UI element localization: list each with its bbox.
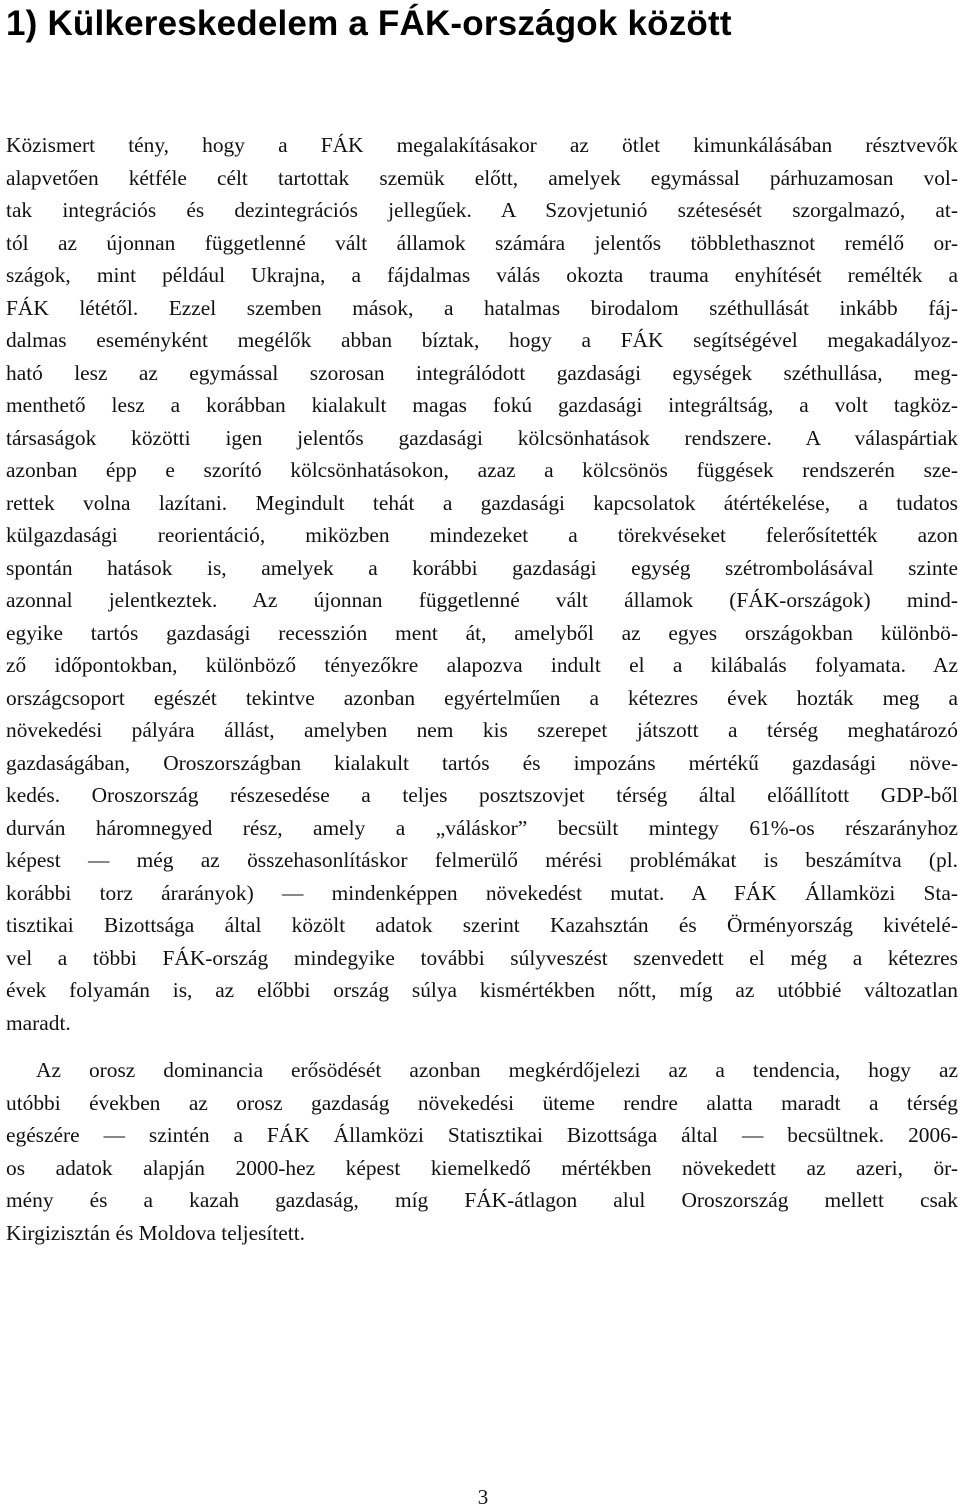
text-line: egyike tartós gazdasági recesszión ment át, amelyből az egyes országokban különbö- xyxy=(6,621,958,645)
text-line: dalmas eseményként megélők abban bíztak, hogy a FÁK segítségével megakadályoz- xyxy=(6,328,958,352)
text-line: Kirgizisztán és Moldova teljesített. xyxy=(6,1221,306,1245)
section-heading: 1) Külkereskedelem a FÁK-országok között xyxy=(6,4,732,43)
text-line: menthető lesz a korábban kialakult magas fokú gazdasági integráltság, a volt tagköz- xyxy=(6,393,958,417)
text-line: alapvetően kétféle célt tartottak szemük előtt, amelyek egymással párhuzamosan vol- xyxy=(6,166,958,190)
text-line: társaságok közötti igen jelentős gazdasági kölcsönhatások rendszere. A válaspártiak xyxy=(6,426,958,450)
text-line: külgazdasági reorientáció, miközben mindezeket a törekvéseket felerősítették azon xyxy=(6,523,958,547)
text-line: rettek volna lazítani. Megindult tehát a gazdasági kapcsolatok átértékelése, a tudatos xyxy=(6,491,958,515)
text-line: ható lesz az egymással szorosan integrálódott gazdasági egységek széthullása, meg- xyxy=(6,361,958,385)
text-line: gazdaságában, Oroszországban kialakult tartós és impozáns mértékű gazdasági növe- xyxy=(6,751,958,775)
page-number: 3 xyxy=(477,1485,489,1509)
text-line: vel a többi FÁK-ország mindegyike további súlyveszést szenvedett el még a kétezres xyxy=(6,946,958,970)
text-line: durván háromnegyed rész, amely a „váláskor” becsült mintegy 61%-os részarányhoz xyxy=(6,816,958,840)
text-line: mény és a kazah gazdaság, míg FÁK-átlagon alul Oroszország mellett csak xyxy=(6,1188,958,1212)
text-line: Közismert tény, hogy a FÁK megalakításakor az ötlet kimunkálásában résztvevők xyxy=(6,133,958,157)
text-line: tól az újonnan függetlenné vált államok számára jelentős többlethasznot remélő or- xyxy=(6,231,958,255)
text-line: egészére — szintén a FÁK Államközi Statisztikai Bizottsága által — becsültnek. 2006- xyxy=(6,1123,958,1147)
text-line: tak integrációs és dezintegrációs jellegűek. A Szovjetunió szétesését szorgalmazó, at- xyxy=(6,198,958,222)
text-line: azonnal jelentkeztek. Az újonnan függetlenné vált államok (FÁK-országok) mind- xyxy=(6,588,958,612)
text-line: azonban épp e szorító kölcsönhatásokon, azaz a kölcsönös függések rendszerén sze- xyxy=(6,458,958,482)
text-line: spontán hatások is, amelyek a korábbi gazdasági egység szétrombolásával szinte xyxy=(6,556,958,580)
text-line: képest — még az összehasonlításkor felmerülő mérési problémákat is beszámítva (pl. xyxy=(6,848,958,872)
text-line: maradt. xyxy=(6,1011,71,1035)
text-line: országcsoport egészét tekintve azonban egyértelműen a kétezres évek hozták meg a xyxy=(6,686,958,710)
text-line: FÁK lététől. Ezzel szemben mások, a hatalmas birodalom széthullását inkább fáj- xyxy=(6,296,958,320)
text-line: ző időpontokban, különböző tényezőkre alapozva indult el a kilábalás folyamata. Az xyxy=(6,653,958,677)
text-line: kedés. Oroszország részesedése a teljes posztszovjet térség által előállított GDP-ből xyxy=(6,783,958,807)
text-line: korábbi torz árarányok) — mindenképpen növekedést mutat. A FÁK Államközi Sta- xyxy=(6,881,958,905)
text-line: évek folyamán is, az előbbi ország súlya kismértékben nőtt, míg az utóbbié változatlan xyxy=(6,978,958,1002)
text-line: utóbbi években az orosz gazdaság növekedési üteme rendre alatta maradt a térség xyxy=(6,1091,958,1115)
text-line: növekedési pályára állást, amelyben nem kis szerepet játszott a térség meghatározó xyxy=(6,718,958,742)
text-line: os adatok alapján 2000-hez képest kiemelkedő mértékben növekedett az azeri, ör- xyxy=(6,1156,958,1180)
text-line: szágok, mint például Ukrajna, a fájdalmas válás okozta trauma enyhítését remélték a xyxy=(6,263,958,287)
text-line: tisztikai Bizottsága által közölt adatok szerint Kazahsztán és Örményország kivételé- xyxy=(6,913,958,937)
text-line: Az orosz dominancia erősödését azonban megkérdőjelezi az a tendencia, hogy az xyxy=(36,1058,958,1082)
page-footer xyxy=(0,1486,960,1508)
